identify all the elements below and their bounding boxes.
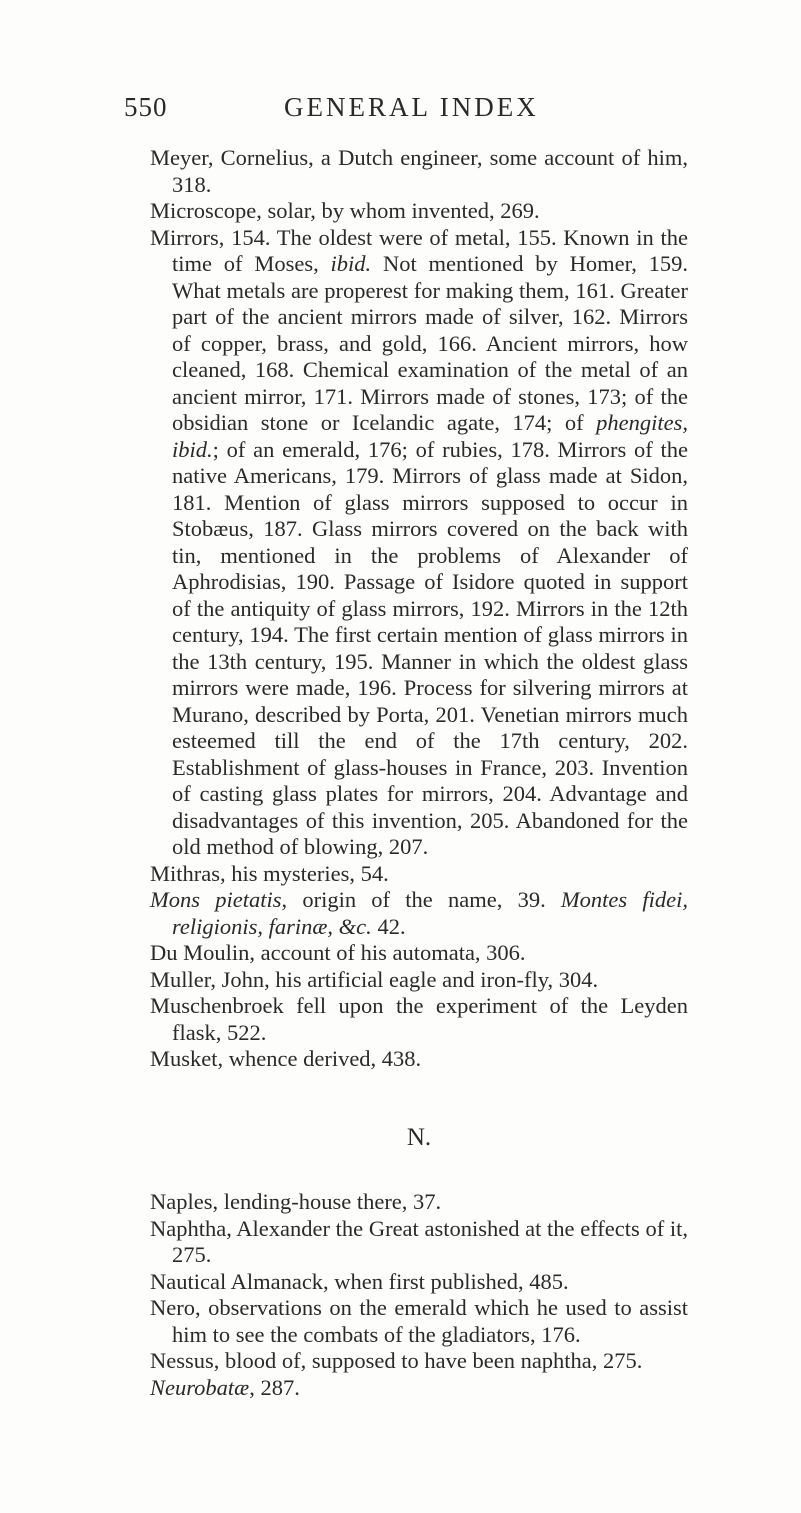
index-entry-naples: Naples, lending-house there, 37. xyxy=(150,1189,442,1214)
index-entry-muller: Muller, John, his artificial eagle and iron-fly, 304. xyxy=(150,966,599,992)
index-entry-neurobatae: Neurobatæ, 287. xyxy=(150,1374,300,1400)
index-entry-mithras: Mithras, his mysteries, 54. xyxy=(150,860,389,886)
page-number: 550 xyxy=(124,92,168,122)
page-header xyxy=(124,92,684,132)
index-entry-microscope: Microscope, solar, by whom invented, 269. xyxy=(150,198,540,223)
index-entry-nero: Nero, observations on the emerald which he used to assist him to see the combats of the gladiators, 176. xyxy=(150,1295,688,1347)
index-entry-mons-pietatis: Mons pietatis, origin of the name, 39. Montes fidei, religionis, farinæ, &c. 42. xyxy=(150,887,689,939)
index-entry-muschenbroek: Muschenbroek fell upon the experiment of the Leyden flask, 522. xyxy=(150,993,688,1045)
index-content xyxy=(150,145,688,1401)
index-entry-du-moulin: Du Moulin, account of his automata, 306. xyxy=(150,940,526,965)
index-entry-nautical-almanack: Nautical Almanack, when first published, 485. xyxy=(150,1268,569,1294)
index-entry-meyer: Meyer, Cornelius, a Dutch engineer, some account of him, 318. xyxy=(150,145,688,197)
index-entry-musket: Musket, whence derived, 438. xyxy=(150,1046,422,1071)
index-entry-naphtha: Naphtha, Alexander the Great astonished at the effects of it, 275. xyxy=(150,1215,688,1267)
running-title: GENERAL INDEX xyxy=(284,92,539,122)
index-entry-mirrors: Mirrors, 154. The oldest were of metal, 155. Known in the time of Moses, ibid. Not mentioned by Homer, 159. What metals are properest for making them, 161. Greater part of the ancient mirrors made of silver, 162. Mirrors of copper, brass, and gold, 166. Ancient mirrors, how cleaned, 168. Chemical examination of the metal of an ancient mirror, 171. Mirrors made of stones, 173; of the obsidian stone or Icelandic agate, 174; of phengites, ibid.; of an emerald, 176; of rubies, 178. Mirrors of the native Americans, 179. Mirrors of glass made at Sidon, 181. Mention of glass mirrors supposed to occur in Stobæus, 187. Glass mirrors covered on the back with tin, mentioned in the problems of Alexander of Aphrodisias, 190. Passage of Isidore quoted in support of the antiquity of glass mirrors, 192. Mirrors in the 12th century, 194. The first certain mention of glass mirrors in the 13th century, 195. Manner in which the oldest glass mirrors were made, 196. Process for silvering mirrors at Murano, described by Porta, 201. Venetian mirrors much esteemed till the end of the 17th century, 202. Establishment of glass-houses in France, 203. Invention of casting glass plates for mirrors, 204. Advantage and disadvantages of this invention, 205. Abandoned for the old method of blowing, 207. xyxy=(150,224,688,859)
index-entry-nessus: Nessus, blood of, supposed to have been naphtha, 275. xyxy=(150,1348,643,1373)
section-heading-n: N. xyxy=(406,1123,432,1151)
